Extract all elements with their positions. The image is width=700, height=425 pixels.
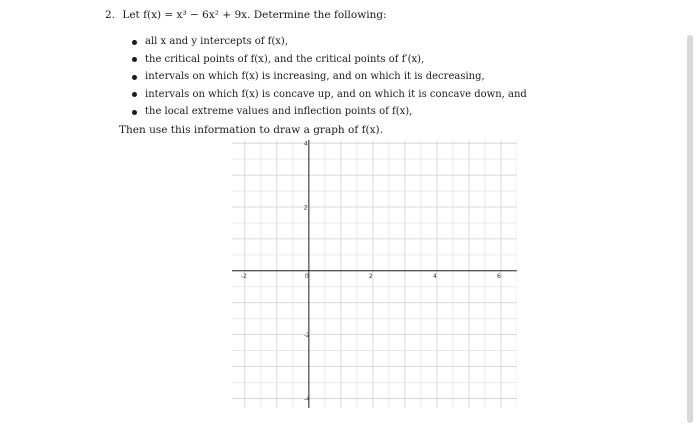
problem-number: 2. [105, 9, 116, 21]
x-tick-label: 0 [304, 272, 309, 280]
bullet-icon [132, 75, 137, 80]
x-tick-label: 4 [432, 272, 437, 280]
task-item-intercepts: all x and y intercepts of f(x), [132, 33, 527, 51]
y-tick-label: 4 [303, 140, 308, 148]
x-tick-label: 6 [496, 272, 501, 280]
task-item-extrema: the local extreme values and inflection points of f(x), [132, 103, 527, 121]
y-tick-label: -2 [303, 332, 310, 340]
problem-statement [105, 9, 387, 21]
y-tick-label: 2 [303, 204, 308, 212]
bullet-icon [132, 40, 137, 45]
x-tick-label: -2 [240, 272, 247, 280]
bullet-icon [132, 92, 137, 97]
task-item-concavity: intervals on which f(x) is concave up, and on which it is concave down, and [132, 86, 527, 104]
y-tick-label: -4 [303, 395, 310, 403]
coordinate-grid [232, 140, 517, 408]
bullet-icon [132, 110, 137, 115]
graph-instruction: Then use this information to draw a graph of f(x). [119, 124, 383, 136]
task-item-critical-points: the critical points of f(x), and the critical points of f′(x), [132, 51, 527, 69]
bullet-icon [132, 57, 137, 62]
vertical-scrollbar[interactable] [687, 35, 693, 423]
task-item-monotonicity: intervals on which f(x) is increasing, and on which it is decreasing, [132, 68, 527, 86]
problem-intro: Let f(x) = x³ − 6x² + 9x. Determine the following: [122, 9, 387, 21]
x-tick-label: 2 [368, 272, 373, 280]
task-list [132, 33, 527, 121]
